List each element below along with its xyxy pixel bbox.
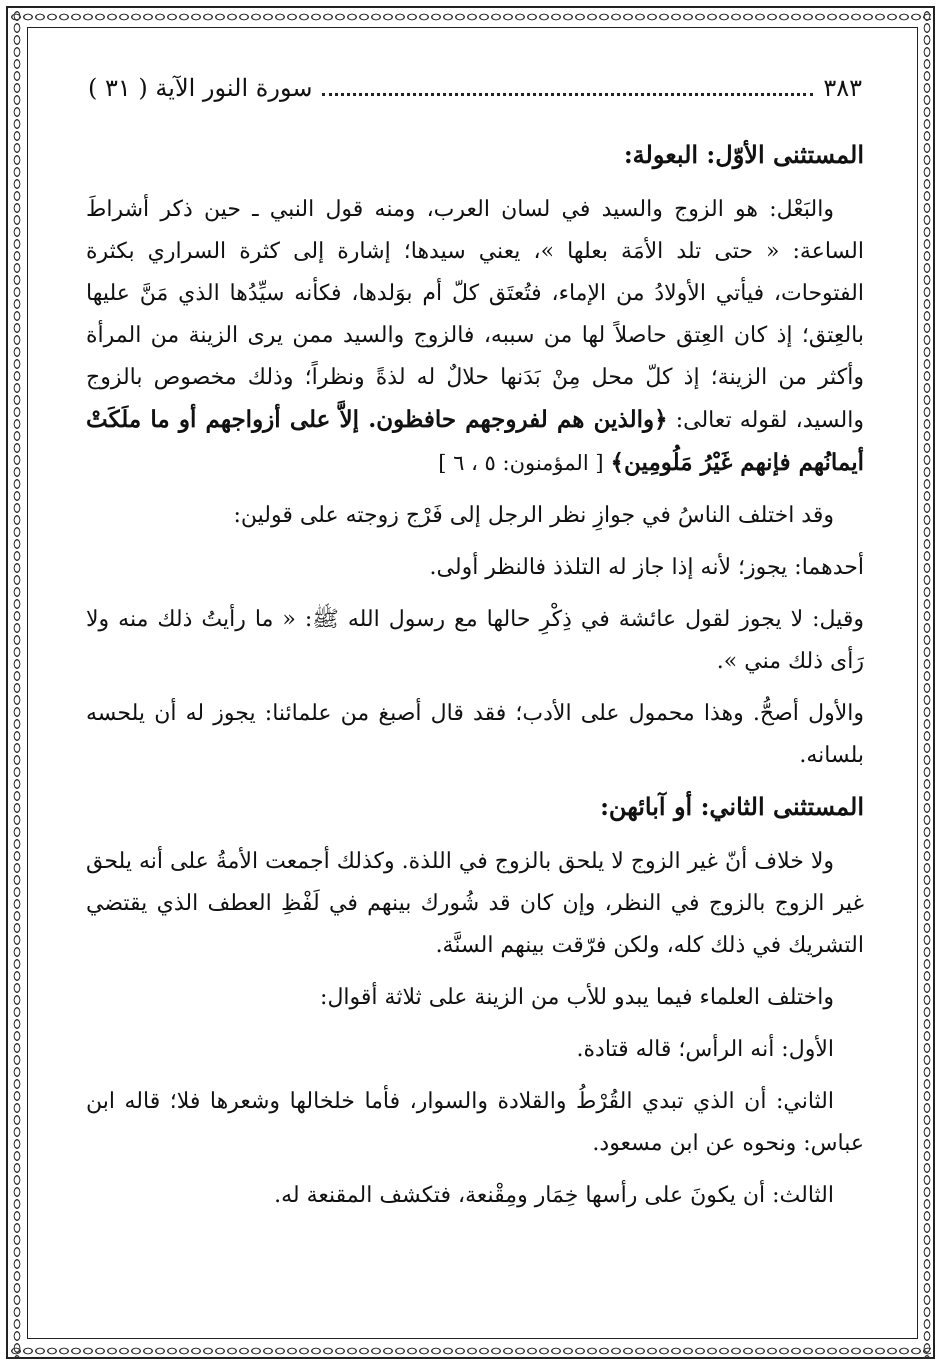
paragraph-no-disagreement	[86, 841, 864, 967]
running-header	[88, 70, 862, 106]
quran-verse: ﴿والذين هم لفروجهم حافظون. إلاَّ على أزواجهم أو ما ملَكَتْ أيمانُهم فإنهم غَيْرُ مَلُومِين﴾	[86, 406, 864, 476]
section-heading-second-exception: المستثنى الثاني: أو آبائهن:	[600, 792, 864, 821]
paragraph-text: وقيل: لا يجوز لقول عائشة في ذِكْرِ حالها مع رسول الله ﷺ: « ما رأيتُ ذلك منه ولا رَأى ذلك مني ».	[86, 607, 864, 674]
paragraph-text: الثالث: أن يكونَ على رأسها خِمَار ومِقْنعة، فتكشف المقنعة له.	[274, 1183, 834, 1208]
decorative-chain-border-right	[920, 10, 934, 1358]
page-body	[86, 135, 864, 1227]
paragraph-opinion-one	[86, 1029, 864, 1071]
paragraph-text: أحدهما: يجوز؛ لأنه إذا جاز له التلذذ فالنظر أولى.	[429, 555, 864, 580]
header-dot-leader	[322, 93, 813, 96]
paragraph-first-opinion	[86, 547, 864, 589]
paragraph-opinion-three	[86, 1175, 864, 1217]
paragraph-second-opinion	[86, 599, 864, 683]
header-title: سورة النور الآية ( ٣١ )	[88, 74, 313, 102]
paragraph-text: الثاني: أن الذي تبدي القُرْطُ والقلادة والسوار، فأما خلخالها وشعرها فلا؛ قاله ابن عباس: ونحوه عن ابن مسعود.	[86, 1089, 864, 1156]
verse-reference: [ المؤمنون: ٥ ، ٦ ]	[438, 451, 604, 475]
page-number: ٣٨٣	[823, 74, 862, 102]
decorative-chain-border-bottom	[10, 1344, 931, 1358]
paragraph-disagreement	[86, 495, 864, 537]
decorative-chain-border-top	[10, 10, 931, 24]
paragraph-preferred-opinion	[86, 693, 864, 777]
section-heading-first-exception: المستثنى الأوّل: البعولة:	[623, 140, 864, 169]
paragraph-opinion-two	[86, 1081, 864, 1165]
paragraph-text: والأول أصحُّ. وهذا محمول على الأدب؛ فقد قال أصبغ من علمائنا: يجوز له أن يلحسه بلسانه.	[86, 701, 864, 768]
paragraph-baal-definition	[86, 189, 864, 485]
decorative-chain-border-left	[10, 10, 24, 1358]
paragraph-text: الأول: أنه الرأس؛ قاله قتادة.	[576, 1037, 834, 1062]
paragraph-text: ولا خلاف أنّ غير الزوج لا يلحق بالزوج في اللذة. وكذلك أجمعت الأمةُ على أنه يلحق غير الزوج بالزوج في النظر، وإن كان قد شُورك بينهم في لَفْظِ العطف الذي يقتضي التشريك في ذلك كله، ولكن فرّقت بينهم السنَّة.	[86, 849, 864, 958]
paragraph-text: والبَعْل: هو الزوج والسيد في لسان العرب، ومنه قول النبي ـ حين ذكر أشراطَ الساعة: « حتى تلد الأمَة بعلها »، يعني سيدها؛ إشارة إلى كثرة السراري بكثرة الفتوحات، فيأتي الأولادُ من الإماء، فتُعتَق كلّ أم بوَلدها، فكأنه سيِّدُها الذي مَنَّ عليها بالعِتق؛ إذ كان العِتق حاصلاً لها من سببه، فالزوج والسيد ممن يرى الزينة من المرأة وأكثر من الزينة؛ إذ كلّ محل مِنْ بَدَنها حلالٌ له لذةً ونظراً؛ وذلك مخصوص بالزوج والسيد، لقوله تعالى:	[86, 197, 864, 433]
paragraph-scholars-disagreement	[86, 977, 864, 1019]
paragraph-text: واختلف العلماء فيما يبدو للأب من الزينة على ثلاثة أقوال:	[320, 985, 834, 1010]
paragraph-text: وقد اختلف الناسُ في جوازِ نظر الرجل إلى فَرْج زوجته على قولين:	[233, 503, 834, 528]
